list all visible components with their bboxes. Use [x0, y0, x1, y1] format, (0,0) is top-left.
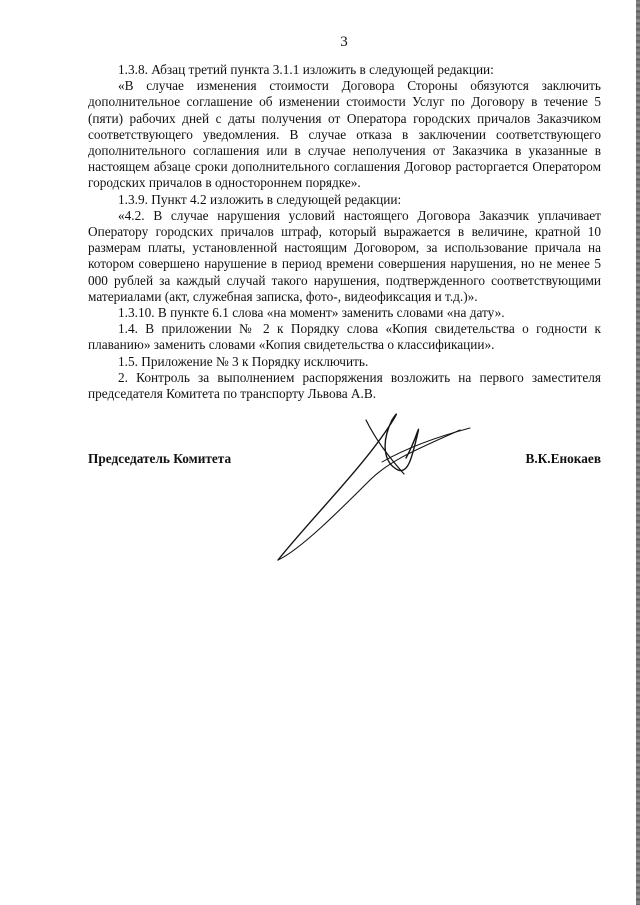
paragraph-1-3-10: 1.3.10. В пункте 6.1 слова «на момент» заменить словами «на дату».	[118, 305, 505, 321]
page-number: 3	[340, 34, 348, 50]
scan-edge	[636, 0, 640, 905]
paragraph-quote-4-2: «4.2. В случае нарушения условий настоящего Договора Заказчик уплачивает Оператору городских причалов штраф, который выражается в величине, кратной 10 размерам платы, установленной настоящим Договором, за использование причала на котором совершено нарушение в период времени совершения нарушения, но не менее 5 000 рублей за каждый случай такого нарушения, подтвержденного соответствующими материалами (акт, служебная записка, фото-, видеофиксация и т.д.)».	[88, 207, 601, 304]
paragraph-1-3-9: 1.3.9. Пункт 4.2 изложить в следующей редакции:	[118, 191, 402, 207]
handwritten-signature	[270, 400, 480, 570]
paragraph-1-5: 1.5. Приложение № 3 к Порядку исключить.	[118, 353, 369, 369]
paragraph-quote-3-1-1: «В случае изменения стоимости Договора Стороны обязуются заключить дополнительное соглашение об изменении стоимости Услуг по Договору в течение 5 (пяти) рабочих дней с даты получения от Оператора городских причалов Заказчиком соответствующего уведомления. В случае отказа в заключении соответствующего дополнительного соглашения или в случае неполучения от Заказчика в указанные в настоящем абзаце сроки дополнительного соглашения Договор расторгается Оператором городских причалов в одностороннем порядке».	[88, 78, 601, 191]
paragraph-2: 2. Контроль за выполнением распоряжения возложить на первого заместителя председателя Комитета по транспорту Львова А.В.	[88, 369, 601, 402]
signatory-name: В.К.Енокаев	[525, 451, 601, 466]
signatory-title: Председатель Комитета	[88, 451, 232, 466]
document-body	[88, 62, 601, 402]
paragraph-1-3-8: 1.3.8. Абзац третий пункта 3.1.1 изложить в следующей редакции:	[118, 62, 494, 77]
paragraph-1-4: 1.4. В приложении № 2 к Порядку слова «Копия свидетельства о годности к плаванию» заменить словами «Копия свидетельства о классификации».	[88, 321, 601, 353]
